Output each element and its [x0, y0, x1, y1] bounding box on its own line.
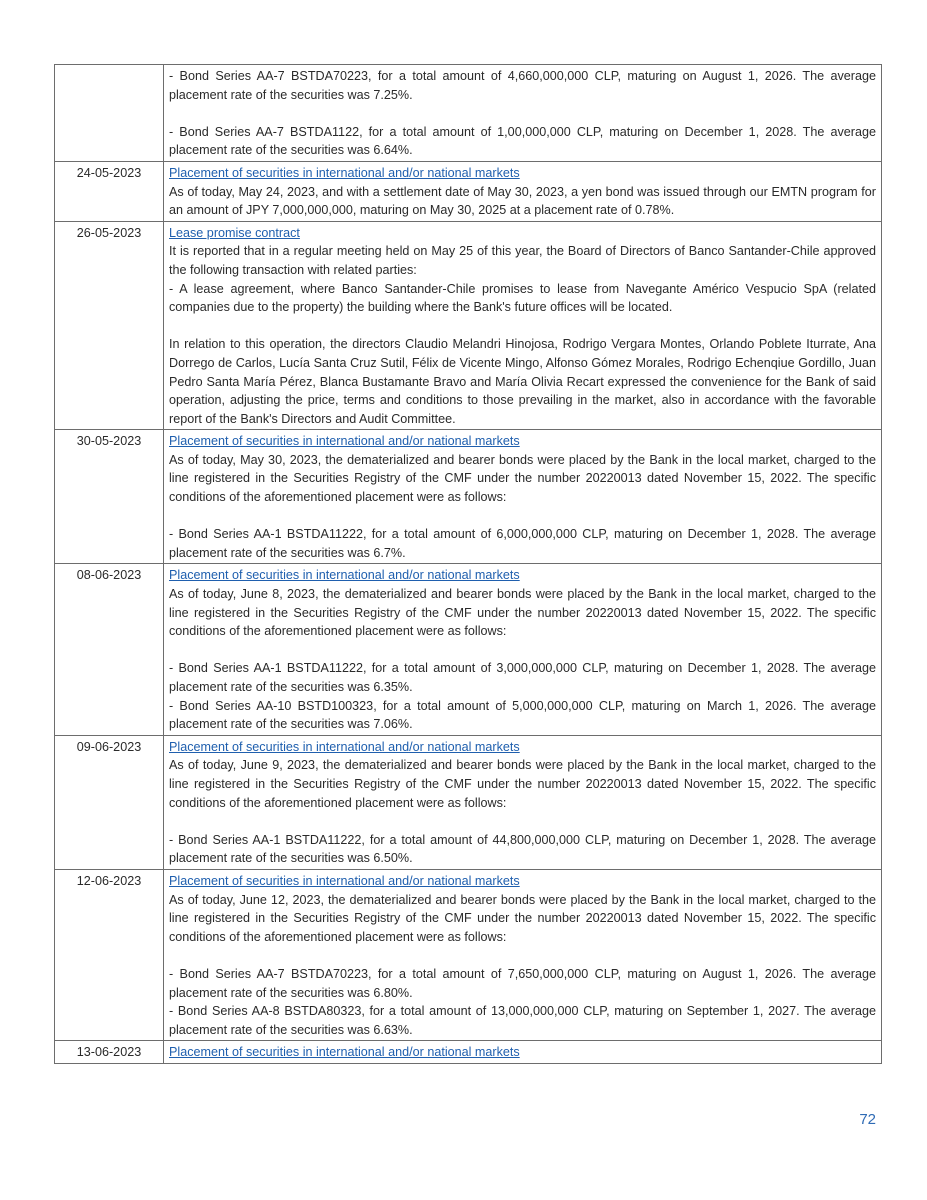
- table-row: [55, 869, 882, 1040]
- event-paragraph: - Bond Series AA-1 BSTDA11222, for a total amount of 44,800,000,000 CLP, maturing on December 1, 2028. The average placement rate of the securities was 6.50%.: [169, 832, 876, 866]
- event-paragraph: As of today, May 30, 2023, the dematerialized and bearer bonds were placed by the Bank in the local market, charged to the line registered in the Securities Registry of the CMF under the number 20220013 dated November 15, 2022. The specific conditions of the aforementioned placement were as follows:: [169, 452, 876, 505]
- table-row: [55, 735, 882, 869]
- event-paragraph: In relation to this operation, the directors Claudio Melandri Hinojosa, Rodrigo Vergara Montes, Orlando Poblete Iturrate, Ana Dorrego de Carlos, Lucía Santa Cruz Sutil, Félix de Vicente Mingo, Alfonso Gómez Morales, Rodrigo Echenqiue Gordillo, Juan Pedro Santa María Pérez, Blanca Bustamante Bravo and María Olivia Recart expressed the convenience for the Bank of said operation, adjusting the price, terms and conditions to those prevailing in the market, also in accordance with the favorable report of the Bank's Directors and Audit Committee.: [169, 337, 876, 426]
- event-date: 30-05-2023: [55, 430, 164, 564]
- event-title-link[interactable]: Placement of securities in international and/or national markets: [169, 568, 520, 583]
- event-details: [164, 735, 882, 869]
- event-paragraph: As of today, May 24, 2023, and with a settlement date of May 30, 2023, a yen bond was issued through our EMTN program for an amount of JPY 7,000,000,000, maturing on May 30, 2025 at a placement rate of 0.78%.: [169, 184, 876, 218]
- table-row: [55, 161, 882, 221]
- event-date: 13-06-2023: [55, 1041, 164, 1064]
- event-title-link[interactable]: Placement of securities in international and/or national markets: [169, 434, 520, 449]
- event-title-link[interactable]: Placement of securities in international and/or national markets: [169, 739, 520, 754]
- page-number: 72: [859, 1111, 876, 1128]
- event-date: 26-05-2023: [55, 221, 164, 430]
- table-row: [55, 1041, 882, 1064]
- event-details: [164, 161, 882, 221]
- event-title-link[interactable]: Placement of securities in international and/or national markets: [169, 1045, 520, 1060]
- table-row: [55, 65, 882, 162]
- event-title-link[interactable]: Lease promise contract: [169, 225, 300, 240]
- events-table: [54, 64, 882, 1064]
- event-details: [164, 65, 882, 162]
- event-paragraph: It is reported that in a regular meeting held on May 25 of this year, the Board of Directors of Banco Santander-Chile approved the following transaction with related parties:: [169, 244, 876, 277]
- event-date: 24-05-2023: [55, 161, 164, 221]
- event-paragraph: As of today, June 12, 2023, the dematerialized and bearer bonds were placed by the Bank in the local market, charged to the line registered in the Securities Registry of the CMF under the number 20220013 dated November 15, 2022. The specific conditions of the aforementioned placement were as follows:: [169, 892, 876, 944]
- event-date: 12-06-2023: [55, 869, 164, 1040]
- event-paragraph: - Bond Series AA-1 BSTDA11222, for a total amount of 3,000,000,000 CLP, maturing on December 1, 2028. The average placement rate of the securities was 6.35%.: [169, 661, 876, 694]
- table-row: [55, 430, 882, 564]
- event-details: [164, 564, 882, 735]
- table-row: [55, 221, 882, 430]
- event-paragraph: - Bond Series AA-8 BSTDA80323, for a total amount of 13,000,000,000 CLP, maturing on September 1, 2027. The average placement rate of the securities was 6.63%.: [169, 1004, 876, 1037]
- event-details: [164, 430, 882, 564]
- event-details: [164, 1041, 882, 1064]
- event-title-link[interactable]: Placement of securities in international and/or national markets: [169, 165, 520, 180]
- event-paragraph: As of today, June 9, 2023, the dematerialized and bearer bonds were placed by the Bank in the local market, charged to the line registered in the Securities Registry of the CMF under the number 20220013 dated November 15, 2022. The specific conditions of the aforementioned placement were as follows:: [169, 758, 876, 810]
- event-date: 08-06-2023: [55, 564, 164, 735]
- event-paragraph: - Bond Series AA-10 BSTD100323, for a total amount of 5,000,000,000 CLP, maturing on March 1, 2026. The average placement rate of the securities was 7.06%.: [169, 698, 876, 732]
- event-details: [164, 869, 882, 1040]
- event-details: [164, 221, 882, 430]
- event-date: [55, 65, 164, 162]
- event-title-link[interactable]: Placement of securities in international and/or national markets: [169, 873, 520, 888]
- event-paragraph: - Bond Series AA-1 BSTDA11222, for a total amount of 6,000,000,000 CLP, maturing on December 1, 2028. The average placement rate of the securities was 6.7%.: [169, 527, 876, 560]
- event-paragraph: - Bond Series AA-7 BSTDA70223, for a total amount of 7,650,000,000 CLP, maturing on August 1, 2026. The average placement rate of the securities was 6.80%.: [169, 966, 876, 1000]
- event-paragraph: - Bond Series AA-7 BSTDA70223, for a total amount of 4,660,000,000 CLP, maturing on August 1, 2026. The average placement rate of the securities was 7.25%.: [169, 69, 876, 102]
- event-paragraph: - A lease agreement, where Banco Santander-Chile promises to lease from Navegante Américo Vespucio SpA (related companies due to the property) the building where the Bank's future offices will be located.: [169, 281, 876, 315]
- event-paragraph: As of today, June 8, 2023, the dematerialized and bearer bonds were placed by the Bank in the local market, charged to the line registered in the Securities Registry of the CMF under the number 20220013 dated November 15, 2022. The specific conditions of the aforementioned placement were as follows:: [169, 587, 876, 639]
- table-row: [55, 564, 882, 735]
- event-date: 09-06-2023: [55, 735, 164, 869]
- event-paragraph: - Bond Series AA-7 BSTDA1122, for a total amount of 1,00,000,000 CLP, maturing on December 1, 2028. The average placement rate of the securities was 6.64%.: [169, 124, 876, 158]
